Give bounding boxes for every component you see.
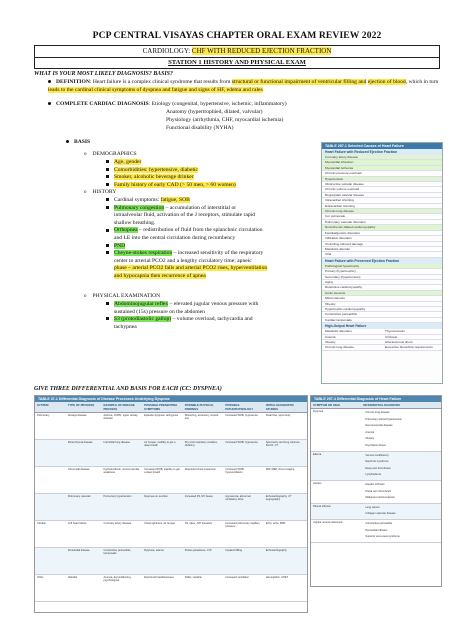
pe-label: PHYSICAL EXAMINATION — [92, 293, 161, 299]
table-cell-item: Malignant carcinomatosis — [365, 496, 395, 500]
table-cell: Hypoxemia, abnormal ventilatory drive — [225, 495, 251, 501]
history-label: HISTORY — [92, 189, 117, 195]
table-cell: Pulsus paradoxus, JVP — [184, 549, 212, 552]
table-row: Intracardiac shunting — [322, 198, 442, 203]
square-bullet-icon — [106, 317, 109, 320]
table-subheader: High-Output Heart Failure — [322, 323, 442, 329]
table-cell: Ascites — [313, 481, 322, 485]
table-cell: Kyphoscoliosis, neuromuscular weakness — [103, 468, 140, 474]
table-cell: ECG, echo, BNP — [265, 522, 286, 525]
table-cell: Pulmonary — [37, 414, 50, 417]
definition-highlight-3: leads to the cardinal clinical symptoms of dyspnea and fatigue and signs of HF, edema and rales — [48, 86, 263, 93]
table-row: Chronic lung disease — [322, 209, 442, 214]
bullet-icon — [66, 140, 69, 143]
circle-bullet-icon: o — [84, 152, 87, 157]
table-cell: Cardiac — [37, 522, 46, 525]
table-row: Toxic/drug-induced damage — [322, 242, 442, 247]
table-row: Chronic lung disease — [322, 345, 382, 350]
table-row: Myocardial infarction — [322, 160, 442, 165]
square-bullet-icon — [106, 302, 109, 305]
demographics-item: Comorbidities: hypertensive, diabetic — [106, 167, 306, 175]
complete-dx-functional: Functional disability (NYHA) — [166, 125, 234, 131]
table-row: Aortic stenosis — [322, 291, 442, 296]
table-row — [35, 440, 307, 467]
table-row: Infiltrative disorders — [322, 236, 442, 241]
table-row: Thyrotoxicosis — [382, 329, 442, 334]
square-bullet-icon — [106, 251, 109, 254]
table-cell: Peak flow, spirometry — [265, 414, 291, 417]
table-cell: Dry end-inspiratory crackles, clubbing — [184, 441, 218, 447]
table-col-header: POSSIBLE PATHOPHYSIOLOGY — [225, 403, 254, 411]
table-col-header: POSSIBLE PHYSICAL FINDINGS — [184, 403, 214, 411]
station-label: STATION 1 HISTORY AND PHYSICAL EXAM — [168, 59, 306, 66]
table-cell: Increased WOB, inability to get a deep breath — [144, 468, 180, 474]
table-row: Cor pulmonale — [322, 214, 442, 219]
table-cell: Chest tightness, air hunger — [144, 522, 176, 525]
square-bullet-icon — [106, 175, 109, 178]
table-cell — [361, 452, 441, 480]
table-col-header: INITIAL DIAGNOSTIC STUDIES — [265, 403, 294, 411]
history-item: Cheyne-stokes respiration – increased sensitivity of the respiratory — [106, 250, 306, 258]
table-subheader: Heart Failure with Reduced Ejection Fraction — [322, 149, 442, 155]
history-item: Cardinal symptoms: fatigue, SOB — [106, 197, 306, 205]
table-row: Restrictive cardiomyopathy — [322, 285, 442, 290]
table-cell: Dyspnea, edema — [144, 549, 164, 552]
basis-heading — [66, 139, 90, 147]
table-col-header: EXAMPLE OF DISEASE PROCESS — [103, 403, 135, 411]
table-subheader: Heart Failure with Preserved Ejection Fraction — [322, 258, 442, 264]
table-cell — [35, 548, 66, 574]
table-row: Excessive blood-flow requirements — [382, 345, 442, 350]
table-cell-item: Collagen vascular disease — [365, 512, 396, 516]
table-col-header: POSSIBLE PRESENTING SYMPTOMS — [144, 403, 178, 411]
table-cell: Increased WOB, hypoxemia — [225, 414, 258, 417]
table-row: Aging — [322, 280, 442, 285]
table-cell: Chest wall disease — [67, 468, 90, 471]
table-cell: Pallor, variable — [184, 576, 202, 579]
definition-text-1: : Heart failure is a complex clinical syndrome that results from — [89, 79, 232, 85]
table-header-row — [311, 402, 441, 409]
table-row — [311, 520, 441, 543]
station-box — [34, 57, 440, 69]
table-cell: Increased P2, RV heave — [184, 495, 213, 498]
table-cell: Pleural effusion — [313, 504, 331, 508]
table-cell: Echocardiography — [265, 549, 287, 552]
table-cell: Restricted chest expansion — [184, 468, 216, 471]
table-cell: Airways disease — [67, 414, 87, 417]
table-row: Secondary (hypertension) — [322, 275, 442, 280]
table-cell: Pulmonary vascular — [67, 495, 91, 498]
table-col-header: SYSTEM — [37, 403, 49, 407]
bullet-icon — [48, 102, 51, 105]
square-bullet-icon — [106, 244, 109, 247]
complete-dx-physiology: Physiology (arrhythmia, CHF, myocardial ischemia) — [166, 117, 284, 123]
table-row — [35, 548, 307, 575]
definition-text-2: , which in turn — [405, 79, 439, 85]
history-heading — [84, 189, 116, 197]
table-section-preserved — [322, 264, 442, 323]
table-cell-item: Portal vein thrombosis — [365, 489, 392, 493]
pe-heading — [84, 293, 160, 301]
question-diagnosis: WHAT IS YOUR MOST LIKELY DIAGNOSIS? BASIS? — [34, 71, 173, 77]
table-cell: Edema — [313, 452, 322, 456]
complete-dx-label: COMPLETE CARDIAC DIAGNOSIS — [56, 101, 149, 107]
table-row: Chronic pressure overload — [322, 171, 442, 176]
table-cell: Increased WOB, hypoventilation — [225, 468, 245, 474]
demographics-label: DEMOGRAPHICS — [92, 151, 137, 157]
table-cell: Interstitial lung disease — [103, 441, 130, 444]
table-cell-item: Constrictive pericarditis — [365, 521, 393, 525]
table-cell: Left heart failure — [67, 522, 87, 525]
table-row — [35, 575, 307, 602]
table-cell-item: Chronic lung disease — [365, 411, 390, 414]
basis-label: BASIS — [74, 139, 91, 145]
table-cell-item: Hepatic cirrhosis — [365, 482, 385, 486]
demographics-list — [106, 159, 306, 189]
table-cell: Spirometry and lung volumes, DLCO, CT — [265, 441, 301, 447]
square-bullet-icon — [106, 160, 109, 163]
table-cell-item: Deep-vein thrombosis — [365, 466, 391, 470]
table-cell: Pericardial disease — [67, 549, 90, 552]
table-row — [311, 504, 441, 520]
table-cell-item: Psychiatric illness — [365, 443, 386, 447]
circle-bullet-icon: o — [84, 294, 87, 299]
table-hf-differential — [310, 395, 442, 587]
table-title: TABLE 257-4 Differential Diagnosis of Heart Failure — [311, 396, 441, 402]
table-row: Viral — [322, 252, 442, 257]
table-row: Hypertension — [322, 177, 442, 182]
table-cell: Variable — [67, 576, 78, 579]
square-bullet-icon — [106, 183, 109, 186]
table-cell — [361, 520, 441, 542]
table-section-high-output — [322, 329, 442, 351]
definition-block — [48, 79, 440, 94]
table-row: Pulmonary vascular disorders — [322, 220, 442, 225]
table-row: Primary (hypertrophic) — [322, 269, 442, 274]
table-cell: Impaired filling — [225, 549, 243, 552]
table-row: Metabolic disorder — [322, 247, 442, 252]
table-dyspnea-differential — [34, 395, 308, 613]
topic-prefix: CARDIOLOGY: — [142, 47, 192, 55]
table-body — [311, 409, 441, 543]
table-row: Nonischemic dilated cardiomyopathy — [322, 225, 442, 230]
table-row — [311, 452, 441, 481]
table-cell: Dyspnea on exertion — [144, 495, 168, 498]
complete-dx-etiology: : Etiology (congenital, hypertensive, ischemic, inflammatory) — [148, 101, 287, 107]
table-row — [35, 413, 307, 440]
table-col-header: SYMPTOM OR SIGN — [313, 403, 340, 407]
topic-main: CHF WITH REDUCED EJECTION FRACTION — [191, 47, 332, 55]
table-cell-item: Anemia — [365, 430, 375, 434]
definition-label: DEFINITION — [56, 79, 90, 85]
table-cell: Pulmonary hypertension — [103, 495, 132, 498]
table-row: Anemia — [322, 335, 382, 340]
table-cell: Anemia, deconditioning, psychological — [103, 576, 132, 582]
table-row: Pathological hypertrophy — [322, 264, 442, 269]
history-item: Orthopnea – redistribution of fluid from the splanchnic circulation — [106, 227, 306, 235]
table-cell — [35, 440, 66, 466]
demographics-item: Age, gender — [106, 159, 306, 167]
table-cell-item: Neuromuscular disease — [365, 424, 393, 428]
table-row: Myocardial ischemia — [322, 166, 442, 171]
table-row — [35, 521, 307, 548]
table-row: Obesity — [322, 340, 382, 345]
table-cell-item: Lymphedema — [365, 473, 381, 477]
table-cell-item: Obesity — [365, 437, 375, 441]
definition-highlight-2: ejection of blood — [367, 79, 406, 85]
pe-list: Abdominojugular reflex – elevated jugular venous pressure with sustained (15s) pressure on the abdomen S3 (protodiastolic gallop) – volume overload, tachycardia and tachypnea — [106, 301, 316, 331]
history-list: Cardinal symptoms: fatigue, SOB Pulmonary congestion – accumulation of interstitial or intraalveolar fluid, activation of the J receptors, stimulate rapid shallow breathing. Orthopnea – redistribution of fluid from the splanchnic circulation and LE into the central circulation during recumbency PND Cheyne-stokes respiration – increased sensitivity of the respiratory center to arterial PCO2 and a lengthy circulatory time; apneic phase – arterial PCO2 falls and arterial PCO2 rises, hyperventilation and hypocapnia then recurrence of apnea — [106, 197, 306, 281]
table-cell-item: Venous insufficiency — [365, 453, 389, 457]
table-cell — [361, 504, 441, 519]
table-row — [311, 409, 441, 452]
table-heart-failure-causes — [321, 142, 443, 384]
table-cell-item: Lung cancer — [365, 505, 380, 509]
table-cell: S3, rales, JVP elevation — [184, 522, 213, 525]
table-cell: Hemoglobin, CPET — [265, 576, 289, 579]
table-cell — [35, 467, 66, 493]
table-row: Constrictive pericarditis — [322, 312, 442, 317]
table-row — [311, 481, 441, 504]
table-header-row — [35, 402, 307, 413]
table-cell: Echocardiography, CT angiography — [265, 495, 292, 501]
table-cell — [35, 494, 66, 520]
complete-dx-block — [48, 101, 438, 109]
demographics-heading — [84, 151, 137, 159]
document-title: PCP CENTRAL VISAYAS CHAPTER ORAL EXAM REVIEW 2022 — [92, 30, 382, 41]
history-item: Pulmonary congestion – accumulation of interstitial or — [106, 205, 306, 213]
demographics-item: Smoker, alcoholic beverage drinker — [106, 174, 306, 182]
pe-item: S3 (protodiastolic gallop) – volume overload, tachycardia and — [106, 316, 316, 324]
table-row: Familial/genetic disorders — [322, 231, 442, 236]
table-cell: Coronary artery disease — [103, 522, 132, 525]
table-row: Metabolic disorders — [322, 329, 382, 334]
table-cell: Constrictive pericarditis, tamponade — [103, 549, 132, 555]
table-title: TABLE 37-1 Differential Diagnosis of Disease Processes Underlying Dyspnea — [35, 396, 307, 402]
table-col-header: DIFFERENTIAL DIAGNOSIS — [363, 403, 400, 407]
circle-bullet-icon: o — [84, 190, 87, 195]
table-row: Mitral stenosis — [322, 296, 442, 301]
table-cell: Asthma, COPD, upper airway disorder — [103, 414, 138, 420]
table-cell: Air hunger, inability to get a deep breath — [144, 441, 176, 447]
square-bullet-icon — [106, 168, 109, 171]
table-cell — [361, 409, 441, 451]
table-row: Cirrhosis — [382, 335, 442, 340]
table-cell: Wheezing, accessory muscle use — [184, 414, 219, 420]
table-cell: Dyspnea — [313, 410, 324, 413]
pe-item: Abdominojugular reflex – elevated jugular venous pressure with — [106, 301, 316, 309]
history-item: PND — [106, 243, 306, 251]
table-cell: Episodic dyspnea, tachypnea — [144, 414, 178, 417]
table-row — [35, 494, 307, 521]
table-cell: MIP, MEP, chest imaging — [265, 468, 295, 471]
table-body — [35, 413, 307, 602]
question-differential: GIVE THREE DIFFERENTIAL AND BASIS FOR EACH (CC: DYSPNEA) — [34, 386, 222, 392]
table-row: Cardiac tamponade — [322, 318, 442, 323]
table-row: Chronic volume overload — [322, 187, 442, 192]
square-bullet-icon — [106, 229, 109, 232]
table-row: Obstructive valvular disease — [322, 182, 442, 187]
square-bullet-icon — [106, 198, 109, 201]
table-cell-item: Pericardial effusion — [365, 528, 388, 532]
table-title: TABLE 257-1 Selected Causes of Heart Failure — [322, 143, 442, 149]
table-cell: Other — [37, 576, 44, 579]
table-cell: Jugular venous distension — [313, 520, 343, 524]
square-bullet-icon — [106, 206, 109, 209]
table-cell: Parenchymal disease — [67, 441, 93, 444]
table-row: Hypertrophic cardiomyopathy — [322, 307, 442, 312]
table-cell: Increased ventilation — [225, 576, 250, 579]
table-row: Extracardiac shunting — [322, 204, 442, 209]
demographics-item: Family history of early CAD (> 50 men, > 60 women) — [106, 182, 306, 190]
table-cell-item: Nephrotic syndrome — [365, 460, 389, 464]
definition-highlight-1: structural or functional impairment of ventricular filling and — [231, 79, 367, 85]
complete-dx-anatomy: Anatomy (hypertrophied, dilated, valvular) — [166, 109, 263, 115]
table-cell: Increased WOB, hypoxemia — [225, 441, 258, 444]
table-col-header: TYPE OF PROCESS — [67, 403, 95, 407]
table-cell — [361, 481, 441, 503]
table-row: Obesity — [322, 302, 442, 307]
table-cell: Exertional breathlessness — [144, 576, 174, 579]
table-row: Coronary artery disease — [322, 155, 442, 160]
bullet-icon — [48, 80, 51, 83]
table-section-reduced — [322, 155, 442, 258]
table-cell-item: Superior vena cava syndrome — [365, 535, 400, 539]
table-row — [35, 467, 307, 494]
table-cell-item: Pulmonary arterial hypertension — [365, 417, 402, 421]
table-row: Arteriovenous shunt — [382, 340, 442, 345]
table-cell: Increased pulmonary capillary pressure — [225, 522, 260, 528]
table-row: Regurgitant valvular disease — [322, 193, 442, 198]
